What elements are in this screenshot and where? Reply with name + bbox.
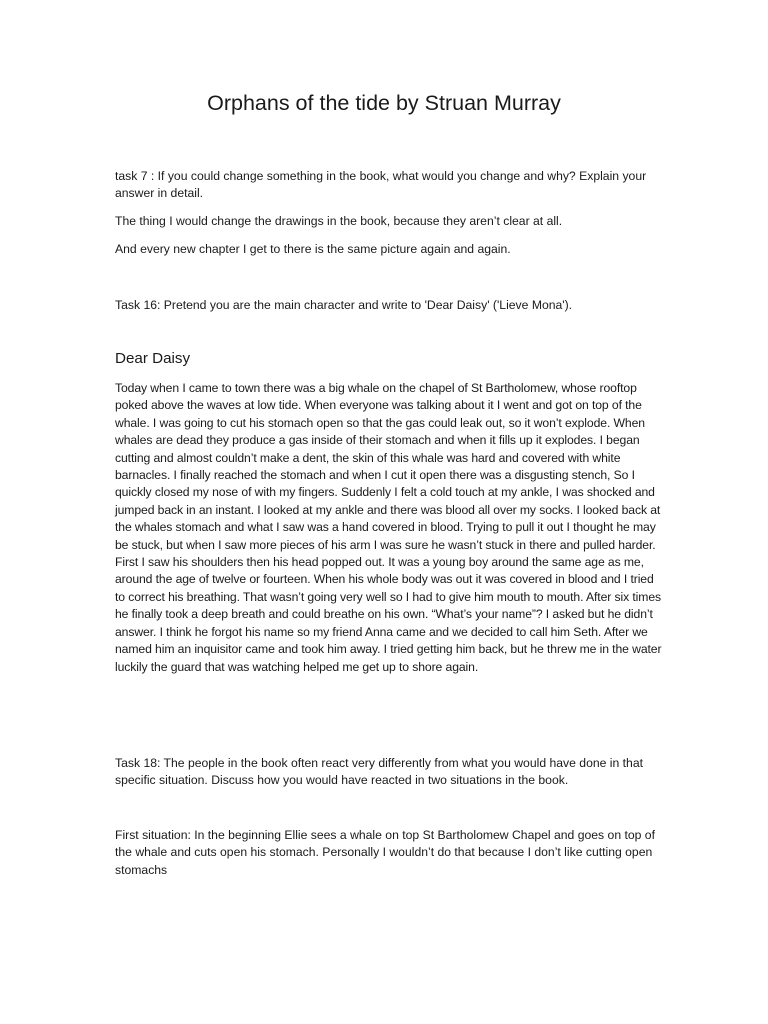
document-title: Orphans of the tide by Struan Murray <box>207 91 561 115</box>
letter-body: Today when I came to town there was a big whale on the chapel of St Bartholomew, whose rooftop poked above the waves at low tide. When everyone was talking about it I went and got on top of the whale. I was going to cut his stomach open so that the gas could leak out, so it won’t explode. When whales are dead they produce a gas inside of their stomach and when it fills up it explodes. I began cutting and almost couldn’t make a dent, the skin of this whale was hard and covered with white barnacles. I finally reached the stomach and when I cut it open there was a disgusting stench, So I quickly closed my nose of with my fingers. Suddenly I felt a cold touch at my ankle, I was shocked and jumped back in an instant. I looked at my ankle and there was blood all over my socks. I looked back at the whales stomach and what I saw was a hand covered in blood. Trying to pull it out I thought he may be stuck, but when I saw more pieces of his arm I was sure he wasn’t stuck in there and pulled harder. First I saw his shoulders then his head popped out. It was a young boy around the same age as me, around the age of twelve or fourteen. When his whole body was out it was covered in blood and I tried to correct his breathing. That wasn’t going very well so I had to give him mouth to mouth. After six times he finally took a deep breath and could breathe on his own. “What’s your name”? I asked but he didn’t answer. I think he forgot his name so my friend Anna came and we decided to call him Seth. After we named him an inquisitor came and took him away. I tried getting him back, but he threw me in the water luckily the guard that was watching helped me get up to shore again. <box>115 381 662 674</box>
task16-question: Task 16: Pretend you are the main character and write to 'Dear Daisy' ('Lieve Mona'). <box>115 298 573 312</box>
task7-answer-line1: The thing I would change the drawings in the book, because they aren’t clear at all. <box>115 214 563 228</box>
task7-answer-line2: And every new chapter I get to there is the same picture again and again. <box>115 242 511 256</box>
task18-first-situation: First situation: In the beginning Ellie sees a whale on top St Bartholomew Chapel and goes on top of the whale and cuts open his stomach. Personally I wouldn’t do that because I don’t like cutting open stomachs <box>115 828 655 877</box>
letter-salutation: Dear Daisy <box>115 350 191 367</box>
task18-question: Task 18: The people in the book often react very differently from what you would have done in that specific situation. Discuss how you would have reacted in two situations in the book. <box>115 756 643 788</box>
task7-question: task 7 : If you could change something in the book, what would you change and why? Explain your answer in detail. <box>115 169 647 201</box>
